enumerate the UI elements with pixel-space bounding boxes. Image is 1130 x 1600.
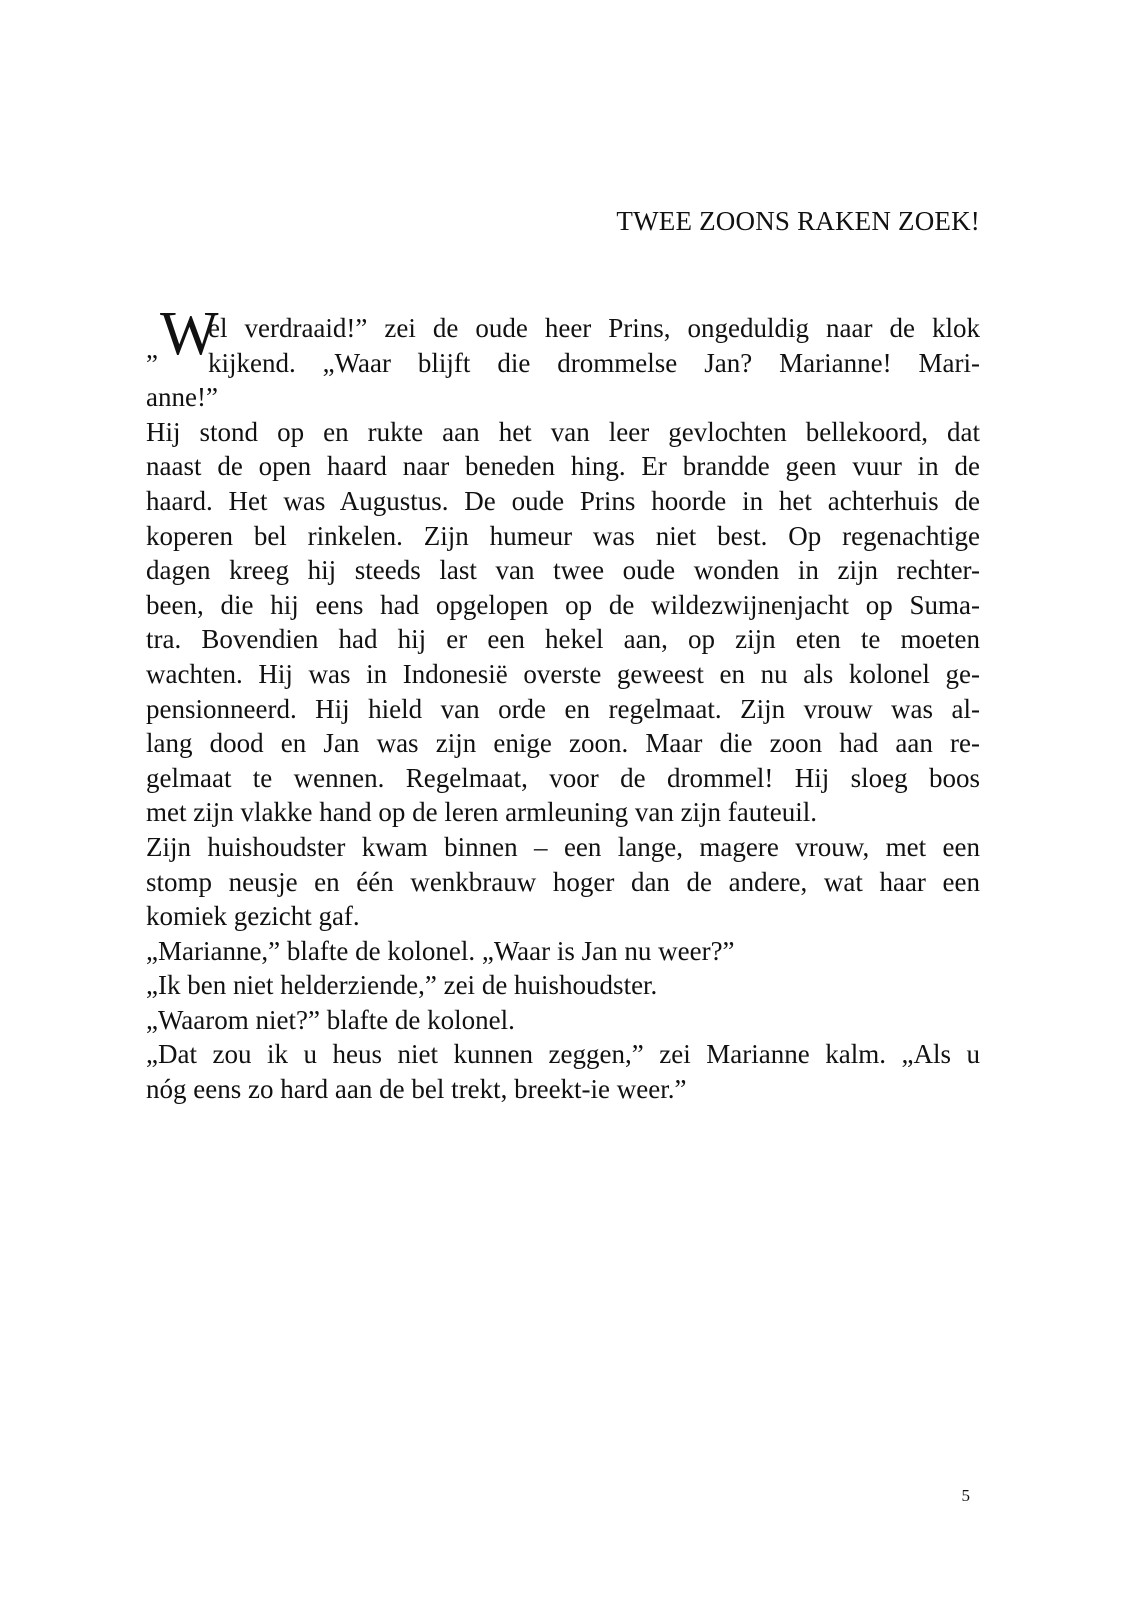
text-line: „Waarom niet?” blafte de kolonel. [146,1004,515,1035]
text-line: lang dood en Jan was zijn enige zoon. Maar die zoon had aan re- [146,728,980,759]
text-line: naast de open haard naar beneden hing. Er brandde geen vuur in de [146,451,980,482]
text-line: tra. Bovendien had hij er een hekel aan, op zijn eten te moeten [146,624,980,655]
text-line: haard. Het was Augustus. De oude Prins hoorde in het achterhuis de [146,485,980,516]
body-text [146,300,980,1107]
text-line: pensionneerd. Hij hield van orde en regelmaat. Zijn vrouw was al- [146,693,980,724]
text-line: gelmaat te wennen. Regelmaat, voor de drommel! Hij sloeg boos [146,762,980,793]
drop-cap: W [160,300,219,368]
text-line: kijkend. „Waar blijft die drommelse Jan? Marianne! Mari- [208,347,980,378]
text-line: Hij stond op en rukte aan het van leer gevlochten bellekoord, dat [146,416,980,447]
text-line: met zijn vlakke hand op de leren armleuning van zijn fauteuil. [146,797,818,828]
text-line: anne!” [146,382,218,413]
text-line: dagen kreeg hij steeds last van twee oude wonden in zijn rechter- [146,555,980,586]
text-line: been, die hij eens had opgelopen op de wildezwijnenjacht op Suma- [146,589,980,620]
text-line: stomp neusje en één wenkbrauw hoger dan de andere, wat haar een [146,866,980,897]
opening-block [146,300,980,380]
text-line: „Marianne,” blafte de kolonel. „Waar is Jan nu weer?” [146,935,735,966]
text-line: „Ik ben niet helderziende,” zei de huishoudster. [146,970,658,1001]
text-line: wachten. Hij was in Indonesië overste geweest en nu als kolonel ge- [146,658,980,689]
text-line: nóg eens zo hard aan de bel trekt, breekt-ie weer.” [146,1074,687,1105]
text-line: el verdraaid!” zei de oude heer Prins, ongeduldig naar de klok [208,313,980,343]
opening-quote-mark: ” [146,349,158,379]
text-line: koperen bel rinkelen. Zijn humeur was niet best. Op regenachtige [146,520,980,551]
page-number: 5 [961,1486,970,1505]
text-line: komiek gezicht gaf. [146,901,360,932]
chapter-title: TWEE ZOONS RAKEN ZOEK! [616,206,980,236]
text-line: „Dat zou ik u heus niet kunnen zeggen,” zei Marianne kalm. „Als u [146,1039,980,1070]
text-line: Zijn huishoudster kwam binnen – een lange, magere vrouw, met een [146,831,980,862]
